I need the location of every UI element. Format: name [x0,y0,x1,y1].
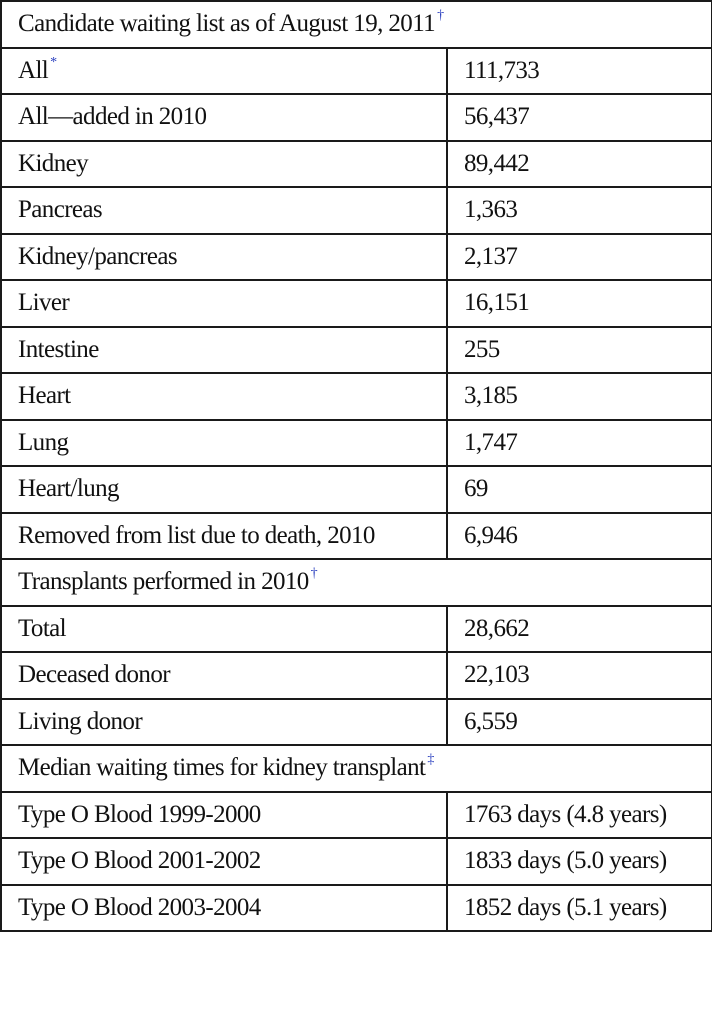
row-label: Total [18,614,67,642]
row-label: All [18,56,49,84]
row-value: 1,747 [464,428,518,456]
row-label-cell [1,606,447,653]
table-row [1,420,712,467]
section-title: Candidate waiting list as of August 19, 2011 [18,10,436,38]
footnote-marker: † [310,566,318,582]
table-row [1,606,712,653]
footnote-marker: * [50,54,58,70]
row-value: 22,103 [464,661,530,689]
row-value-cell [447,141,712,188]
section-header-row [1,559,712,606]
row-value: 69 [464,475,488,503]
table-row [1,280,712,327]
row-label: Lung [18,428,69,456]
table-row [1,838,712,885]
row-label: All—added in 2010 [18,103,207,131]
section-header-row [1,1,712,48]
row-label: Removed from list due to death, 2010 [18,521,375,549]
table-row [1,187,712,234]
row-value-cell [447,652,712,699]
table-row [1,699,712,746]
row-value-cell [447,187,712,234]
section-title: Transplants performed in 2010 [18,568,309,596]
footnote-marker: † [437,8,445,24]
section-title: Median waiting times for kidney transplant [18,754,426,782]
row-label: Heart [18,382,71,410]
row-label-cell [1,420,447,467]
row-value-cell [447,420,712,467]
row-label-cell [1,234,447,281]
row-label: Type O Blood 2001-2002 [18,847,261,875]
row-label: Kidney [18,149,88,177]
row-value: 2,137 [464,242,518,270]
section-header-row [1,745,712,792]
row-value: 1,363 [464,196,518,224]
row-value-cell [447,699,712,746]
row-value-cell [447,280,712,327]
row-value: 6,946 [464,521,518,549]
section-title-cell [1,745,712,792]
table-row [1,513,712,560]
row-value-cell [447,606,712,653]
table-row [1,94,712,141]
table-row [1,234,712,281]
row-label-cell [1,187,447,234]
row-label-cell [1,838,447,885]
row-value-cell [447,466,712,513]
row-value: 89,442 [464,149,530,177]
row-value-cell [447,234,712,281]
row-label-cell [1,280,447,327]
row-label-cell [1,327,447,374]
row-label: Liver [18,289,70,317]
row-label-cell [1,513,447,560]
row-label: Kidney/pancreas [18,242,177,270]
row-label: Type O Blood 2003-2004 [18,893,261,921]
row-label: Living donor [18,707,143,735]
table-row [1,652,712,699]
row-value: 3,185 [464,382,518,410]
row-label-cell [1,141,447,188]
row-label-cell [1,792,447,839]
table-row [1,48,712,95]
row-value-cell [447,885,712,932]
row-value: 255 [464,335,500,363]
section-title-cell [1,559,712,606]
row-label: Intestine [18,335,99,363]
row-label: Pancreas [18,196,103,224]
row-value: 28,662 [464,614,530,642]
footnote-marker: ‡ [427,752,435,768]
table-row [1,466,712,513]
row-value-cell [447,792,712,839]
row-value-cell [447,327,712,374]
table-row [1,373,712,420]
row-value: 1763 days (4.8 years) [464,800,667,828]
row-value: 6,559 [464,707,518,735]
row-label-cell [1,466,447,513]
row-label: Heart/lung [18,475,119,503]
row-value: 1852 days (5.1 years) [464,893,667,921]
row-value: 1833 days (5.0 years) [464,847,667,875]
row-value-cell [447,373,712,420]
row-value: 111,733 [464,56,540,84]
row-label-cell [1,885,447,932]
row-value-cell [447,838,712,885]
row-label: Type O Blood 1999-2000 [18,800,261,828]
table-body [1,1,712,931]
row-value-cell [447,94,712,141]
section-title-cell [1,1,712,48]
row-label-cell [1,699,447,746]
row-label-cell [1,652,447,699]
row-value: 16,151 [464,289,530,317]
table-row [1,141,712,188]
row-label-cell [1,94,447,141]
row-label-cell [1,48,447,95]
table-row [1,327,712,374]
table-row [1,885,712,932]
row-label-cell [1,373,447,420]
row-value: 56,437 [464,103,530,131]
table-row [1,792,712,839]
row-value-cell [447,48,712,95]
row-label: Deceased donor [18,661,170,689]
row-value-cell [447,513,712,560]
